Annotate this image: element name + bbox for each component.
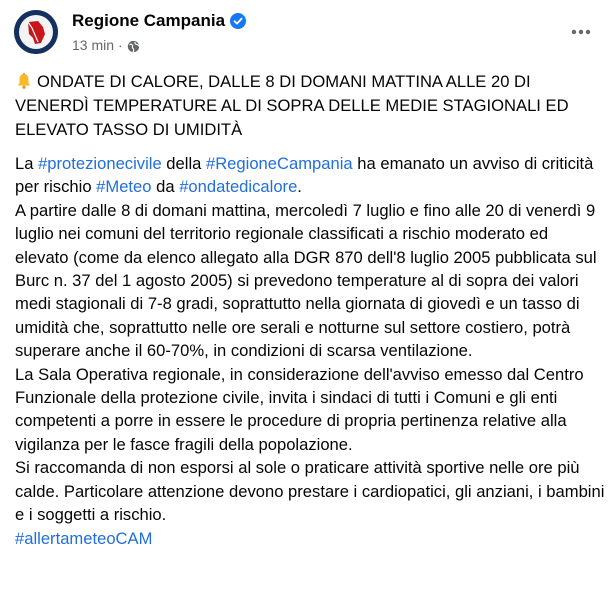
p1-text-e: . [297, 177, 302, 197]
post-body [15, 152, 605, 550]
post-title [15, 70, 600, 142]
post-title-text: ONDATE DI CALORE, DALLE 8 DI DOMANI MATTINA ALLE 20 DI VENERDÌ TEMPERATURE AL DI SOPRA DELLE MEDIE STAGIONALI ED ELEVATO TASSO DI UMIDITÀ [15, 72, 569, 139]
p1-text-d: da [151, 177, 180, 197]
post-paragraph-5 [15, 527, 605, 550]
post-timestamp-link[interactable]: 13 min [72, 37, 115, 53]
bell-icon [15, 72, 33, 90]
post-meta [72, 36, 140, 54]
hashtag-regionecampania[interactable]: #RegioneCampania [205, 154, 353, 173]
verified-badge-icon [230, 13, 246, 29]
hashtag-meteo[interactable]: #Meteo [96, 177, 152, 197]
globe-icon [127, 39, 140, 52]
post-paragraph-4: Si raccomanda di non esporsi al sole o praticare attività sportive nelle ore più calde. Particolare attenzione devono prestare i cardiopatici, gli anziani, i bambini e i soggetti a rischio. [15, 458, 605, 525]
more-options-button[interactable] [565, 16, 597, 48]
post-paragraph-1 [15, 152, 605, 199]
post-header [14, 10, 597, 54]
hashtag-ondatedicalore[interactable]: #ondatedicalore [179, 177, 298, 197]
p1-text-a: La [15, 154, 39, 173]
author-row [72, 11, 246, 31]
page-name-link[interactable]: Regione Campania [72, 11, 226, 30]
hashtag-allertameteocam[interactable]: #allertameteoCAM [15, 528, 153, 548]
p1-text-b: della [161, 154, 206, 173]
p1-text-c: ha emanato un avviso di criticità per rischio [15, 154, 594, 197]
hashtag-protezionecivile[interactable]: #protezionecivile [38, 154, 162, 173]
regione-campania-logo-icon [14, 10, 58, 54]
meta-separator: · [118, 37, 123, 53]
post-paragraph-3: La Sala Operativa regionale, in considerazione dell'avviso emesso dal Centro Funzionale della protezione civile, invita i sindaci di tutti i Comuni e gli enti competenti a porre in essere le procedure di propria pertinenza relative alla vigilanza per le fasce fragili della popolazione. [15, 364, 584, 454]
post-paragraph-2: A partire dalle 8 di domani mattina, mercoledì 7 luglio e fino alle 20 di venerdì 9 luglio nei comuni del territorio regionale classificati a rischio moderato ed elevato (come da elenco allegato alla DGR 870 dell'8 luglio 2005 pubblicata sul Burc n. 37 del 1 agosto 2005) si prevedono temperature al di sopra dei valori medi stagionali di 7-8 gradi, soprattutto nella giornata di giovedì e un tasso di umidità che, soprattutto nelle ore serali e notturne sul settore costiero, potrà superare anche il 60-70%, in condizioni di scarsa ventilazione. [15, 200, 597, 361]
more-options-icon [571, 29, 591, 35]
page-avatar[interactable] [14, 10, 58, 54]
